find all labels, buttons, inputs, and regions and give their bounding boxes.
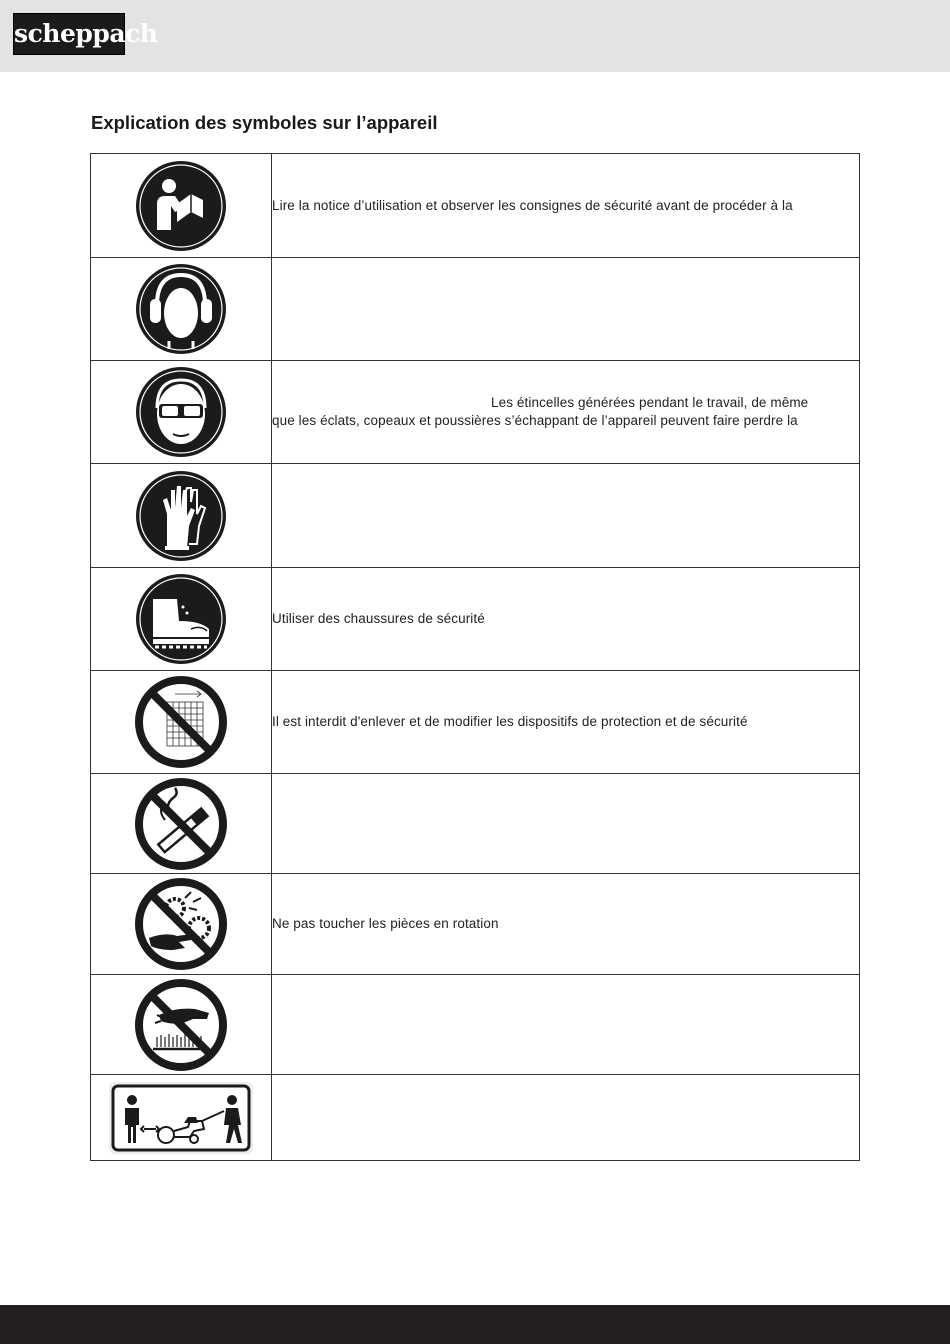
scheppach-logo	[13, 13, 158, 55]
table-row	[91, 464, 860, 568]
safety-boots-icon	[135, 573, 227, 665]
table-row	[91, 154, 860, 258]
description-cell	[272, 774, 860, 874]
keep-distance-icon	[108, 1081, 254, 1155]
table-row	[91, 258, 860, 361]
icon-cell	[91, 361, 272, 464]
description-cell	[272, 568, 860, 671]
icon-cell	[91, 258, 272, 361]
table-row	[91, 774, 860, 874]
description-cell	[272, 671, 860, 774]
table-row	[91, 568, 860, 671]
description-cell	[272, 874, 860, 975]
table-row	[91, 361, 860, 464]
icon-cell	[91, 568, 272, 671]
symbol-description-line: que les éclats, copeaux et poussières s’échappant de l’appareil peuvent faire perdre la	[272, 413, 798, 428]
table-row	[91, 1075, 860, 1161]
gloves-icon	[135, 470, 227, 562]
description-cell	[272, 464, 860, 568]
description-cell	[272, 361, 860, 464]
description-cell	[272, 1075, 860, 1161]
icon-cell	[91, 1075, 272, 1161]
ear-protection-icon	[135, 263, 227, 355]
no-hand-under-machine-icon	[135, 979, 227, 1071]
brand-name: scheppach	[14, 19, 158, 48]
no-smoking-icon	[135, 778, 227, 870]
read-manual-icon	[135, 160, 227, 252]
icon-cell	[91, 874, 272, 975]
icon-cell	[91, 671, 272, 774]
header-bar	[0, 0, 950, 72]
symbol-description: Utiliser des chaussures de sécurité	[272, 611, 485, 626]
table-row	[91, 975, 860, 1075]
symbol-description: Ne pas toucher les pièces en rotation	[272, 916, 499, 931]
icon-cell	[91, 774, 272, 874]
footer-bar	[0, 1305, 950, 1344]
description-cell	[272, 258, 860, 361]
description-cell	[272, 975, 860, 1075]
no-touch-rotating-parts-icon	[135, 878, 227, 970]
icon-cell	[91, 154, 272, 258]
table-row	[91, 874, 860, 975]
no-guard-removal-icon	[135, 676, 227, 768]
symbol-description-line: Les étincelles générées pendant le travail, de même	[491, 395, 809, 410]
icon-cell	[91, 975, 272, 1075]
icon-cell	[91, 464, 272, 568]
symbols-table	[90, 153, 860, 1161]
eye-protection-icon	[135, 366, 227, 458]
description-cell	[272, 154, 860, 258]
symbol-description: Il est interdit d'enlever et de modifier les dispositifs de protection et de sécurité	[272, 714, 748, 729]
symbol-description: Lire la notice d’utilisation et observer les consignes de sécurité avant de procéder à la	[272, 197, 793, 213]
table-row	[91, 671, 860, 774]
page-title: Explication des symboles sur l’appareil	[91, 112, 438, 133]
